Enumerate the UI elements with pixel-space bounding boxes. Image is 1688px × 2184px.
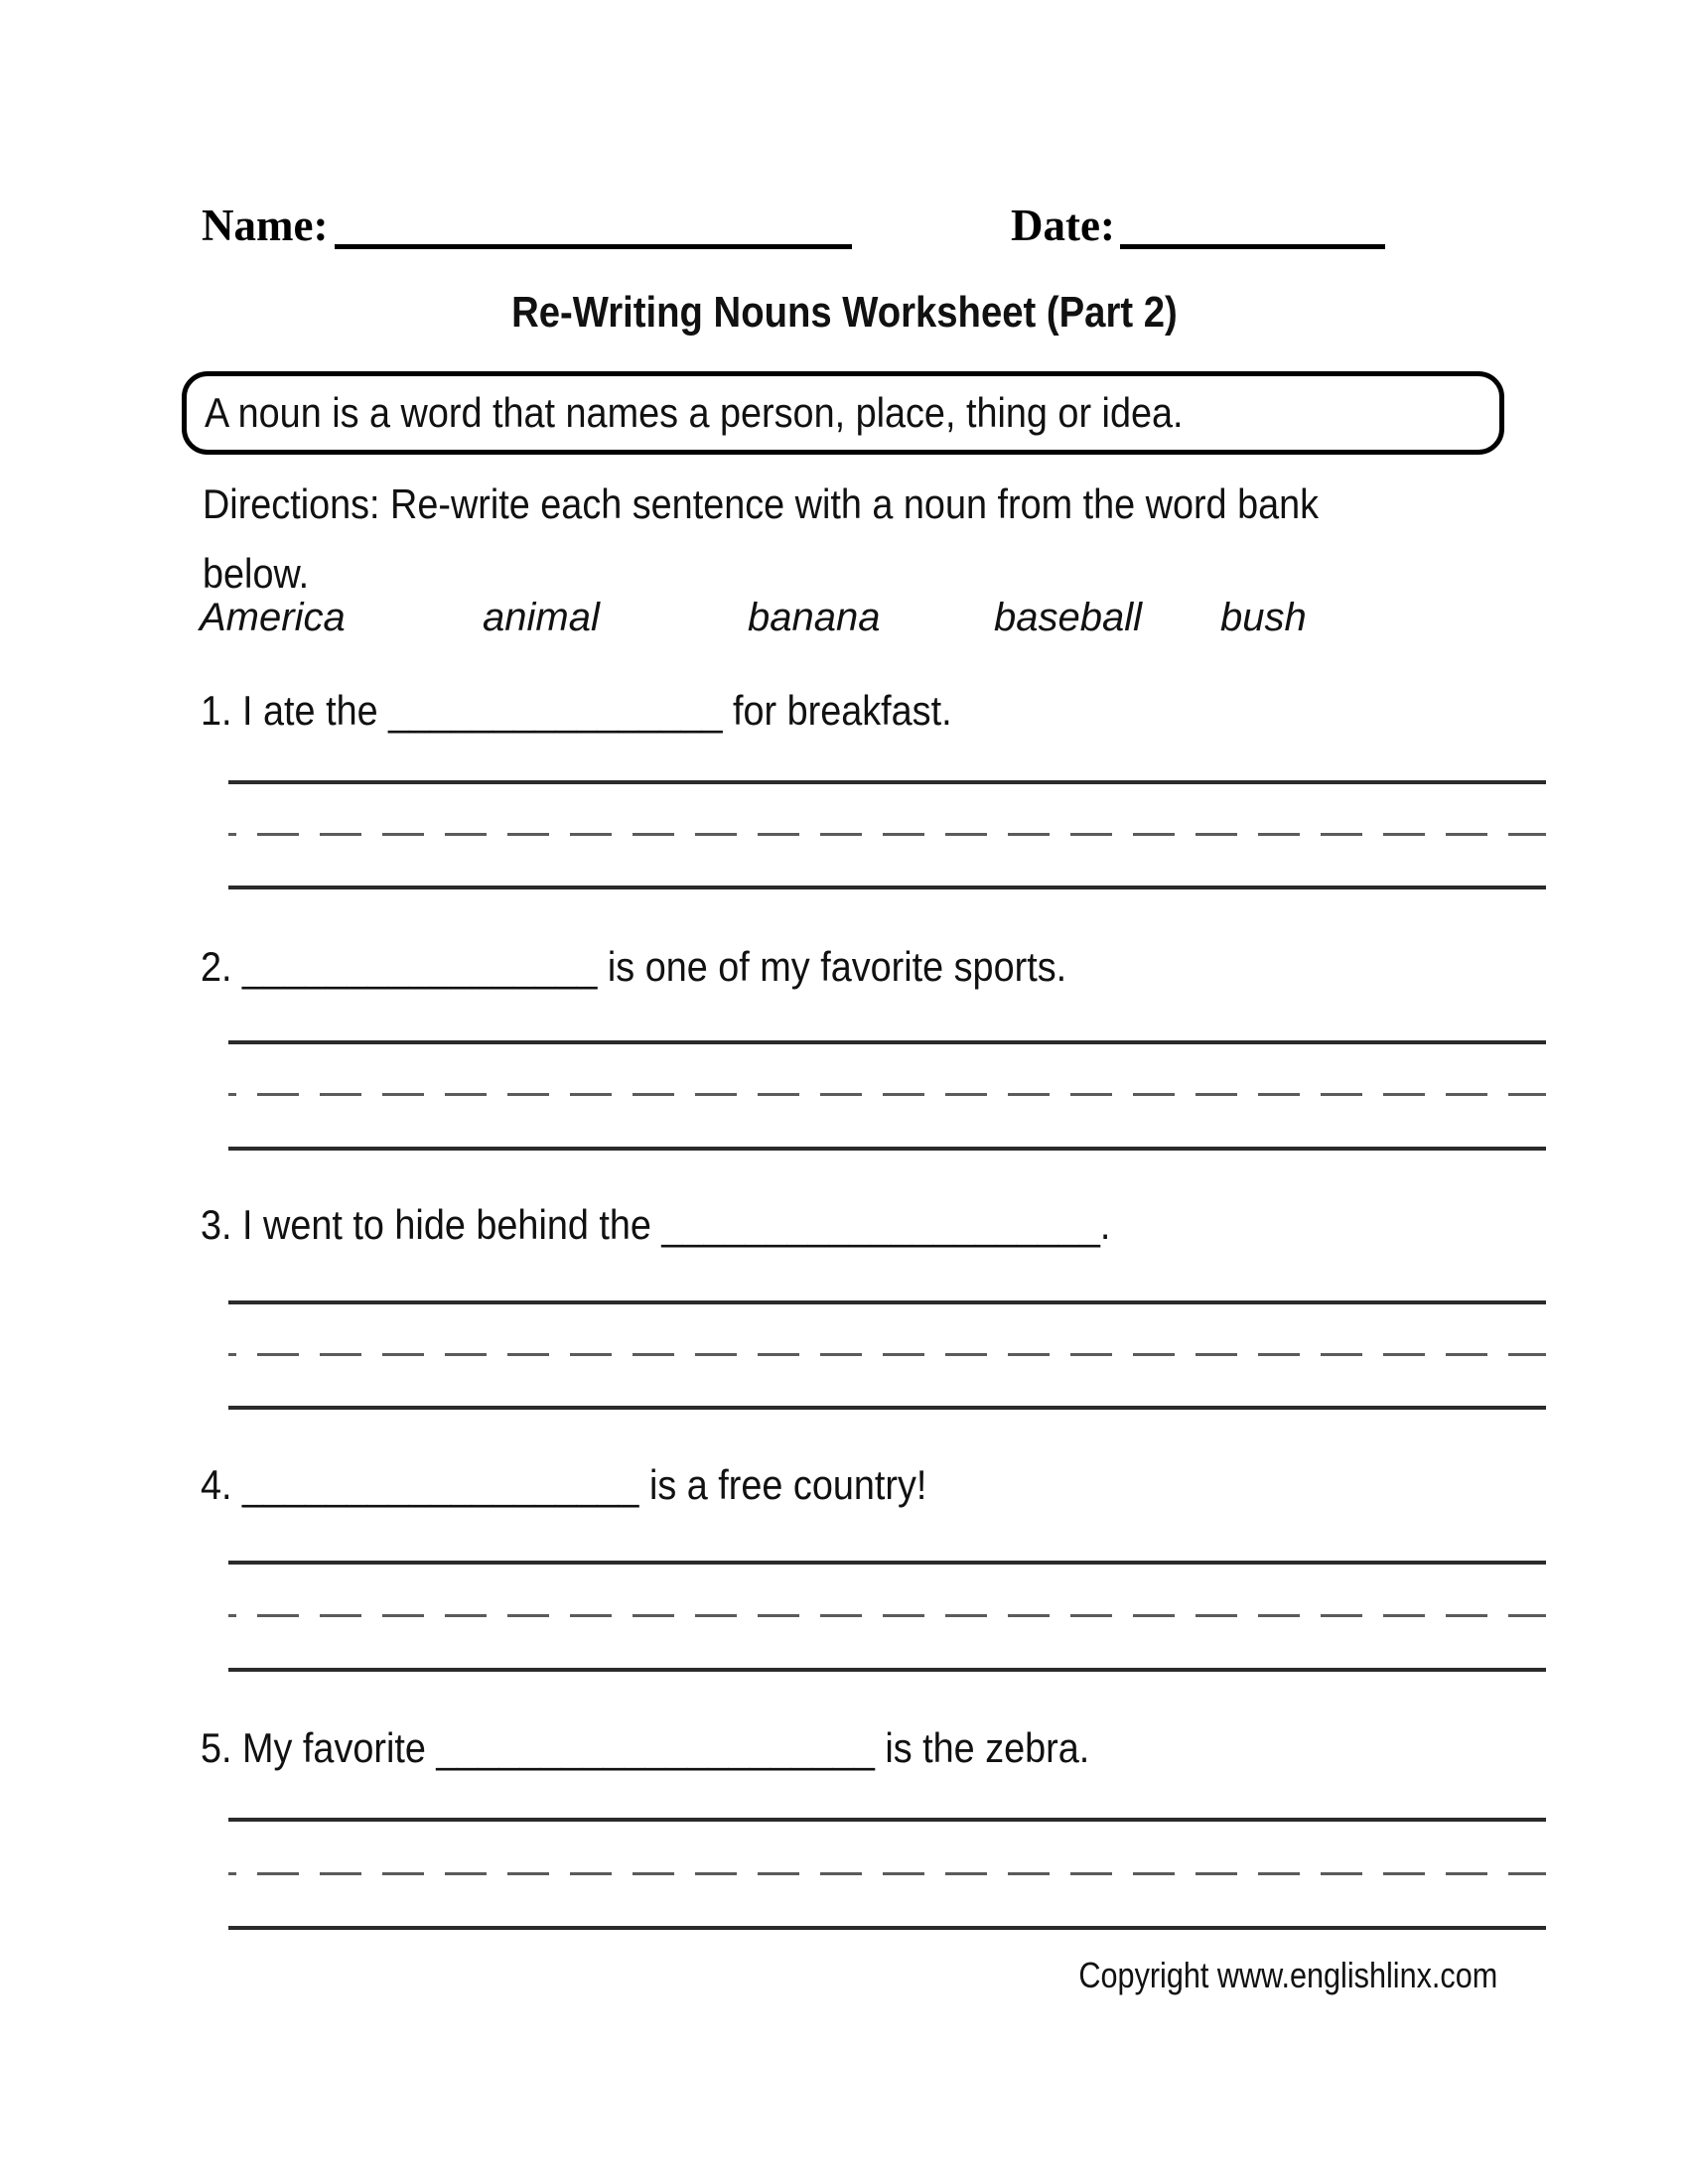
date-label: Date: xyxy=(1011,201,1115,250)
writing-line-solid xyxy=(228,1300,1546,1304)
word-bank-item-animal: animal xyxy=(483,596,600,639)
noun-definition-box xyxy=(182,371,1504,455)
noun-definition-text: A noun is a word that names a person, place, thing or idea. xyxy=(205,389,1184,436)
writing-line-dashed xyxy=(228,1093,1546,1096)
writing-line-solid xyxy=(228,1561,1546,1565)
word-bank-item-bush: bush xyxy=(1220,596,1307,639)
word-bank-item-baseball: baseball xyxy=(994,596,1143,639)
name-label: Name: xyxy=(202,201,329,250)
directions-text: Directions: Re-write each sentence with a noun from the word bank below. xyxy=(203,480,1320,597)
writing-line-solid xyxy=(228,1668,1546,1672)
writing-line-solid xyxy=(228,1406,1546,1410)
worksheet-title-row xyxy=(0,289,1688,337)
date-blank-line xyxy=(1120,244,1385,249)
writing-line-dashed xyxy=(228,1872,1546,1875)
writing-line-solid xyxy=(228,886,1546,889)
writing-line-dashed xyxy=(228,833,1546,836)
question-5-text: 5. My favorite _____________________ is the zebra. xyxy=(201,1724,1090,1771)
writing-line-solid xyxy=(228,1818,1546,1822)
name-blank-line xyxy=(335,244,852,249)
writing-line-solid xyxy=(228,1926,1546,1930)
question-2-text: 2. _________________ is one of my favorite sports. xyxy=(201,943,1067,990)
writing-line-solid xyxy=(228,780,1546,784)
writing-line-dashed xyxy=(228,1614,1546,1617)
question-3-text: 3. I went to hide behind the _____________________. xyxy=(201,1201,1111,1248)
writing-line-solid xyxy=(228,1040,1546,1044)
writing-line-dashed xyxy=(228,1353,1546,1356)
writing-line-solid xyxy=(228,1147,1546,1151)
word-bank-item-banana: banana xyxy=(748,596,881,639)
word-bank-item-america: America xyxy=(200,596,346,639)
copyright-text: Copyright www.englishlinx.com xyxy=(1078,1955,1497,1995)
question-4-text: 4. ___________________ is a free country! xyxy=(201,1461,927,1508)
page-title: Re-Writing Nouns Worksheet (Part 2) xyxy=(510,288,1178,337)
question-1-text: 1. I ate the ________________ for breakfast. xyxy=(201,687,952,734)
